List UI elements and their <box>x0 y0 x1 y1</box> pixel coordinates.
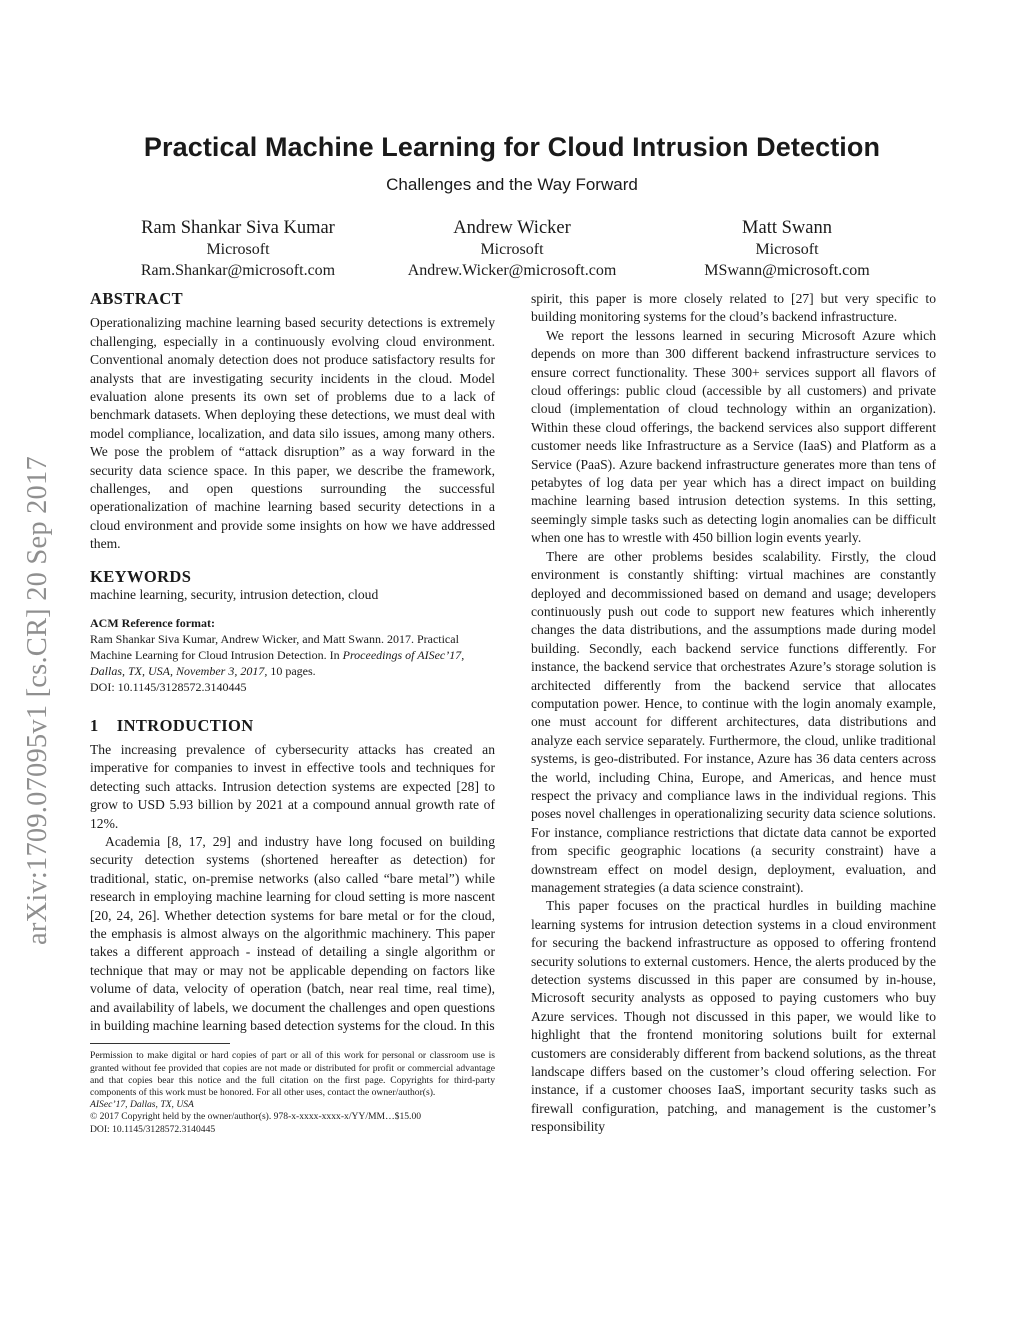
permission-venue: AISec’17, Dallas, TX, USA <box>90 1099 194 1111</box>
author-affiliation: Microsoft <box>755 241 819 258</box>
author-email: MSwann@microsoft.com <box>704 261 870 279</box>
left-column <box>90 290 495 1136</box>
permission-notice: Permission to make digital or hard copies of part or all of this work for personal or classroom use is granted without fee provided that copies are not made or distributed for profit or commercial advantage and that copies bear this notice and the full citation on the first page. Copyrights for third-party components of this work must be honored. For all other uses, contact the owner/author(s). <box>90 1050 495 1099</box>
author-affiliation: Microsoft <box>206 241 270 258</box>
paper-subtitle: Challenges and the Way Forward <box>386 175 638 194</box>
acm-reference-venue: Proceedings of AISec’17, Dallas, TX, USA, November 3, 2017, <box>90 647 465 678</box>
keywords-text: machine learning, security, intrusion detection, cloud <box>90 587 379 603</box>
paper-title: Practical Machine Learning for Cloud Intrusion Detection <box>143 132 881 162</box>
footnote-divider <box>90 1043 230 1044</box>
introduction-paragraph-1: The increasing prevalence of cybersecurity attacks has created an imperative for companies to invest in effective tools and techniques for detecting such attacks. Intrusion detection systems are expected [28] to grow to USD 5.93 billion by 2021 at a compound annual growth rate of 12%. <box>90 741 495 831</box>
introduction-heading: 1 INTRODUCTION <box>90 715 254 735</box>
acm-reference-text <box>90 631 495 679</box>
body-paragraph: There are other problems besides scalability. Firstly, the cloud environment is constantly shifting: virtual machines are constantly deployed and decommissioned based on demand and usage; developers continuously push out code to support new features which inherently changes the data distributions, and the assumptions made during model building. Secondly, each backend service functions differently. For instance, the backend service that orchestrates Azure’s storage solution is architected differently from the backend service that allocates computation power. Hence, to continue with the login anomaly example, one must account for different architectures, data distributions and analyze each service separately. Furthermore, the cloud, unlike traditional systems, is geo-distributed. For instance, Azure has 36 data centers across the world, including China, Europe, and Americas, and hence must respect the privacy and compliance laws in the individual regions. This poses novel challenges in operationalizing security data science solutions. For instance, compliance restrictions that dictate data cannot be exported from specific geographic locations (a security constraint) have a downstream effect on model design, deployment, evaluation, and management strategies (a data science constraint). <box>531 548 936 895</box>
author-block-3 <box>637 216 937 281</box>
abstract-text: Operationalizing machine learning based security detections is extremely challenging, especially in a continuously evolving cloud environment. Conventional anomaly detection does not produce satisfactory results for analysts that are investigating security incidents in the cloud. Model evaluation alone presents its own set of problems due to a lack of benchmark datasets. When deploying these detections, we must deal with model compliance, localization, and data silo issues, among many others. We pose the problem of “attack disruption” as a way forward in the security data science space. In this paper, we describe the framework, challenges, and open questions surrounding the successful operationalization of machine learning based security detections in a cloud environment and provide some insights on how we have addressed them. <box>90 315 495 552</box>
body-paragraph: We report the lessons learned in securing Microsoft Azure which depends on more than 300 different backend infrastructure services to ensure correct functionality. These 300+ services support all flavors of cloud offerings: public cloud (accessible by all customers) and private cloud (implementation of cloud technology within an organization). Within these cloud offerings, the backend services also support different customer needs like Infrastructure as a Service (IaaS) and Platform as a Service (PaaS). Azure backend infrastructure generates more than tens of petabytes of log data per year which has a direct impact on building machine learning based intrusion detection systems. In this setting, seemingly simple tasks such as detecting login anomalies can be difficult when one has to wrestle with 450 billion login events yearly. <box>531 327 936 546</box>
author-email: Andrew.Wicker@microsoft.com <box>407 261 617 279</box>
permission-copyright: © 2017 Copyright held by the owner/author(s). 978-x-xxxx-xxxx-x/YY/MM…$15.00 <box>90 1111 422 1123</box>
author-block-2 <box>362 216 662 281</box>
author-name: Ram Shankar Siva Kumar <box>141 218 335 238</box>
introduction-paragraph-2: Academia [8, 17, 29] and industry have long focused on building security detection systems (shortened hereafter as detection) for traditional, static, on-premise networks (also called “bare metal”) while research in employing machine learning for cloud setting is more nascent [20, 24, 26]. Whether detection systems for bare metal or for the cloud, the emphasis is almost always on the algorithmic machinery. This paper takes a different approach - instead of detailing a single algorithm or technique that may or may not be applicable depending on factors like volume of data, velocity of operation (batch, near real time, real time), and availability of labels, we document the challenges and open questions in building machine learning based detection systems for the cloud. In this <box>90 833 495 1033</box>
right-column <box>531 290 936 1137</box>
keywords-heading: KEYWORDS <box>90 566 192 586</box>
acm-reference-doi: DOI: 10.1145/3128572.3140445 <box>90 679 247 694</box>
permission-doi: DOI: 10.1145/3128572.3140445 <box>90 1123 216 1135</box>
arxiv-stamp: arXiv:1709.07095v1 [cs.CR] 20 Sep 2017 <box>22 456 53 945</box>
author-name: Andrew Wicker <box>453 218 571 238</box>
author-name: Matt Swann <box>742 218 832 238</box>
abstract-heading: ABSTRACT <box>90 289 184 308</box>
body-paragraph: spirit, this paper is more closely related to [27] but very specific to building monitoring systems for the cloud’s backend infrastructure. <box>531 291 936 325</box>
acm-reference-pages: 10 pages. <box>267 663 316 678</box>
acm-reference-authors: Ram Shankar Siva Kumar, Andrew Wicker, and Matt Swann. 2017. Practical Machine Learning for Cloud Intrusion Detection. In <box>90 631 459 662</box>
author-block-1 <box>88 216 388 281</box>
author-affiliation: Microsoft <box>480 241 544 258</box>
author-email: Ram.Shankar@microsoft.com <box>140 261 336 279</box>
body-paragraph: This paper focuses on the practical hurdles in building machine learning systems for intrusion detection systems in a cloud environment for securing the backend infrastructure as opposed to offering frontend security solutions to external customers. Hence, the alerts produced by the detection systems discussed in this paper are consumed by in-house, Microsoft security analysts as opposed to paying customers who buy Azure services. Though not discussed in this paper, we would like to highlight that the frontend monitoring solutions built for external customers are considerably different from backend solutions, as the threat landscape differs based on the customer’s cloud offering selection. For instance, if a customer chooses IaaS, important security tasks such as firewall configuration, patching, and management is the customer’s responsibility <box>531 898 936 1135</box>
acm-reference-heading: ACM Reference format: <box>90 615 216 630</box>
